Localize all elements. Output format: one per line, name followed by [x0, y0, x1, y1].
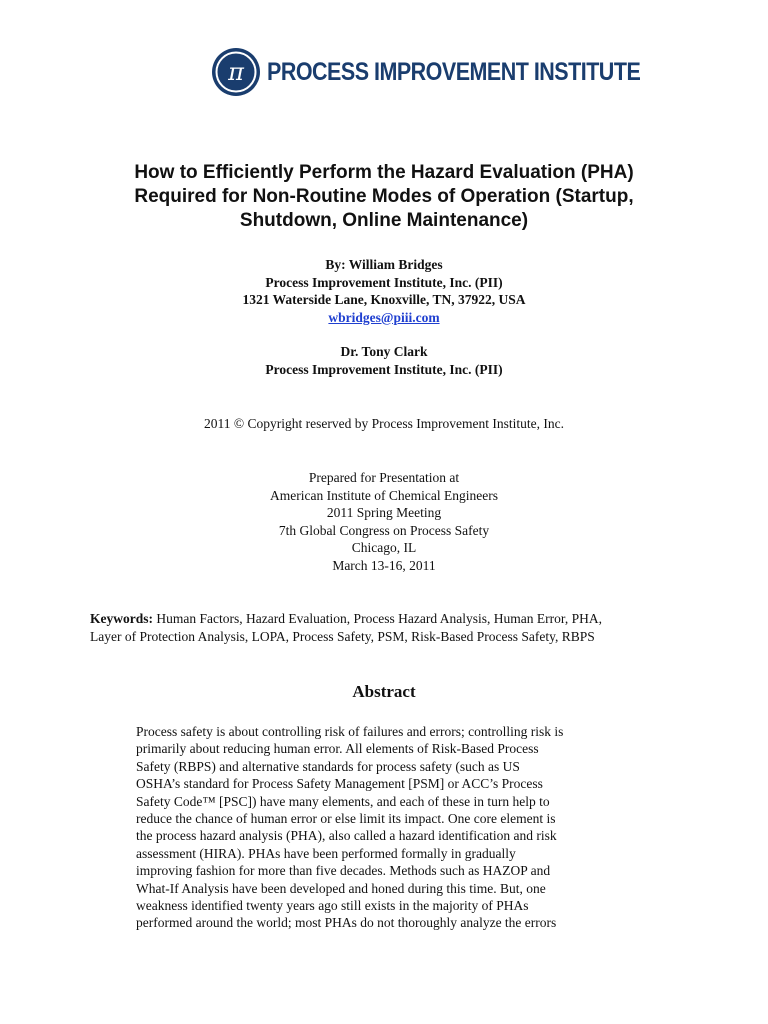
author-org: Process Improvement Institute, Inc. (PII) [265, 274, 503, 290]
prepared-line: American Institute of Chemical Engineers [270, 487, 498, 503]
author-org: Process Improvement Institute, Inc. (PII) [265, 361, 503, 377]
prepared-line: 7th Global Congress on Process Safety [278, 522, 490, 538]
prepared-line: March 13-16, 2011 [332, 557, 436, 573]
logo-symbol: π [228, 58, 244, 86]
abstract-line: weakness identified twenty years ago still exists in the majority of PHAs [136, 898, 529, 914]
keywords-label: Keywords: [90, 611, 153, 626]
author-byline: By: William Bridges [325, 257, 443, 272]
prepared-line: Chicago, IL [351, 540, 417, 555]
copyright-notice [60, 415, 708, 433]
keywords-line: Layer of Protection Analysis, LOPA, Process Safety, PSM, Risk-Based Process Safety, RBPS [90, 628, 595, 644]
author-block-2 [60, 343, 708, 378]
keywords-line: Human Factors, Hazard Evaluation, Process Hazard Analysis, Human Error, PHA, [153, 611, 602, 626]
title-line: How to Efficiently Perform the Hazard Evaluation (PHA) [134, 162, 634, 183]
author-address: 1321 Waterside Lane, Knoxville, TN, 37922, USA [242, 292, 526, 307]
abstract-line: Safety Code™ [PSC]) have many elements, and each of these in turn help to [136, 793, 550, 809]
prepared-line: 2011 Spring Meeting [326, 505, 442, 520]
abstract-line: OSHA’s standard for Process Safety Management [PSM] or ACC’s Process [136, 776, 543, 792]
abstract-line: Process safety is about controlling risk of failures and errors; controlling risk is [136, 724, 564, 739]
author-email-link[interactable]: wbridges@piii.com [328, 309, 440, 325]
abstract-line: Safety (RBPS) and alternative standards for process safety (such as US [136, 758, 520, 774]
title-line: Required for Non-Routine Modes of Operation (Startup, [134, 186, 634, 207]
abstract-line: improving fashion for more than five decades. Methods such as HAZOP and [136, 863, 551, 879]
keywords-section [90, 610, 690, 645]
pi-logo-icon [211, 47, 261, 97]
abstract-body [136, 723, 656, 932]
paper-title [60, 161, 708, 233]
prepared-line: Prepared for Presentation at [308, 470, 460, 485]
title-line: Shutdown, Online Maintenance) [239, 210, 529, 231]
abstract-line: What-If Analysis have been developed and honed during this time. But, one [136, 880, 546, 896]
abstract-line: performed around the world; most PHAs do not thoroughly analyze the errors [136, 915, 557, 931]
presentation-info [60, 469, 708, 574]
abstract-line: reduce the chance of human error or else limit its impact. One core element is [136, 811, 556, 827]
logo-text: PROCESS IMPROVEMENT INSTITUTE [267, 57, 641, 86]
abstract-heading: Abstract [352, 682, 416, 701]
copyright-text: 2011 © Copyright reserved by Process Improvement Institute, Inc. [204, 416, 564, 431]
abstract-line: the process hazard analysis (PHA), also called a hazard identification and risk [136, 828, 557, 844]
pii-logo [211, 47, 701, 97]
author-block-1 [60, 256, 708, 326]
author-name: Dr. Tony Clark [340, 344, 428, 359]
abstract-line: primarily about reducing human error. All elements of Risk-Based Process [136, 741, 539, 757]
abstract-line: assessment (HIRA). PHAs have been performed formally in gradually [136, 845, 516, 861]
